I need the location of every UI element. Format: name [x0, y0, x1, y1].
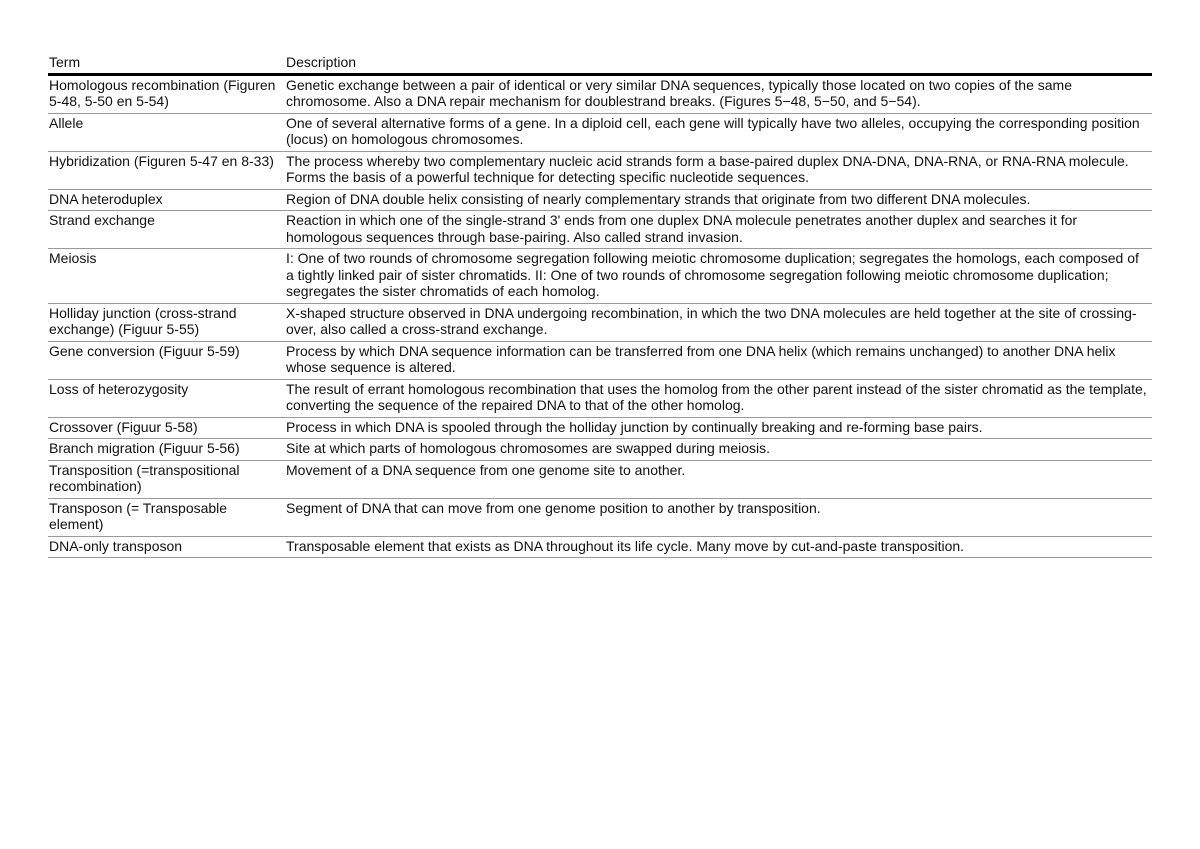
description-cell: The result of errant homologous recombination that uses the homolog from the other parent instead of the sister chromatid as the template, converting the sequence of the repaired DNA to that of the other homolog.: [286, 379, 1152, 417]
table-row: [48, 379, 1152, 417]
glossary-table: [48, 53, 1152, 558]
description-column-header: Description: [286, 53, 1152, 74]
description-cell: Region of DNA double helix consisting of nearly complementary strands that originate from two different DNA molecules.: [286, 189, 1152, 211]
term-cell: Hybridization (Figuren 5-47 en 8-33): [48, 151, 286, 189]
table-row: [48, 417, 1152, 439]
description-cell: Reaction in which one of the single-strand 3' ends from one duplex DNA molecule penetrates another duplex and searches it for homologous sequences through base-pairing. Also called strand invasion.: [286, 211, 1152, 249]
table-row: [48, 249, 1152, 304]
description-cell: Site at which parts of homologous chromosomes are swapped during meiosis.: [286, 439, 1152, 461]
document-page: [48, 53, 1152, 558]
table-row: [48, 211, 1152, 249]
description-cell: The process whereby two complementary nucleic acid strands form a base-paired duplex DNA-DNA, DNA-RNA, or RNA-RNA molecule. Forms the basis of a powerful technique for detecting specific nucleotide sequences.: [286, 151, 1152, 189]
description-cell: Transposable element that exists as DNA throughout its life cycle. Many move by cut-and-paste transposition.: [286, 536, 1152, 558]
term-cell: Holliday junction (cross-strand exchange) (Figuur 5-55): [48, 303, 286, 341]
term-cell: DNA-only transposon: [48, 536, 286, 558]
table-row: [48, 303, 1152, 341]
term-cell: Strand exchange: [48, 211, 286, 249]
description-cell: Segment of DNA that can move from one genome position to another by transposition.: [286, 498, 1152, 536]
table-header-row: [48, 53, 1152, 74]
term-cell: Transposition (=transpositional recombination): [48, 460, 286, 498]
table-row: [48, 189, 1152, 211]
description-cell: I: One of two rounds of chromosome segregation following meiotic chromosome duplication; segregates the homologs, each composed of a tightly linked pair of sister chromatids. II: One of two rounds of chromosome segregation following meiotic chromosome duplication; segregates the sister chromatids of each homolog.: [286, 249, 1152, 304]
table-row: [48, 341, 1152, 379]
table-row: [48, 439, 1152, 461]
table-row: [48, 498, 1152, 536]
table-row: [48, 536, 1152, 558]
description-cell: Process by which DNA sequence information can be transferred from one DNA helix (which remains unchanged) to another DNA helix whose sequence is altered.: [286, 341, 1152, 379]
description-cell: X-shaped structure observed in DNA undergoing recombination, in which the two DNA molecules are held together at the site of crossing-over, also called a cross-strand exchange.: [286, 303, 1152, 341]
term-cell: Allele: [48, 113, 286, 151]
term-cell: Branch migration (Figuur 5-56): [48, 439, 286, 461]
term-cell: Meiosis: [48, 249, 286, 304]
term-cell: Transposon (= Transposable element): [48, 498, 286, 536]
term-column-header: Term: [48, 53, 286, 74]
table-row: [48, 74, 1152, 113]
description-cell: One of several alternative forms of a gene. In a diploid cell, each gene will typically have two alleles, occupying the corresponding position (locus) on homologous chromosomes.: [286, 113, 1152, 151]
table-row: [48, 113, 1152, 151]
term-cell: Loss of heterozygosity: [48, 379, 286, 417]
description-cell: Process in which DNA is spooled through the holliday junction by continually breaking and re-forming base pairs.: [286, 417, 1152, 439]
description-cell: Movement of a DNA sequence from one genome site to another.: [286, 460, 1152, 498]
description-cell: Genetic exchange between a pair of identical or very similar DNA sequences, typically those located on two copies of the same chromosome. Also a DNA repair mechanism for doublestrand breaks. (Figures 5−48, 5−50, and 5−54).: [286, 74, 1152, 113]
term-cell: Crossover (Figuur 5-58): [48, 417, 286, 439]
term-cell: Gene conversion (Figuur 5-59): [48, 341, 286, 379]
term-cell: DNA heteroduplex: [48, 189, 286, 211]
table-row: [48, 151, 1152, 189]
term-cell: Homologous recombination (Figuren 5-48, 5-50 en 5-54): [48, 74, 286, 113]
table-row: [48, 460, 1152, 498]
